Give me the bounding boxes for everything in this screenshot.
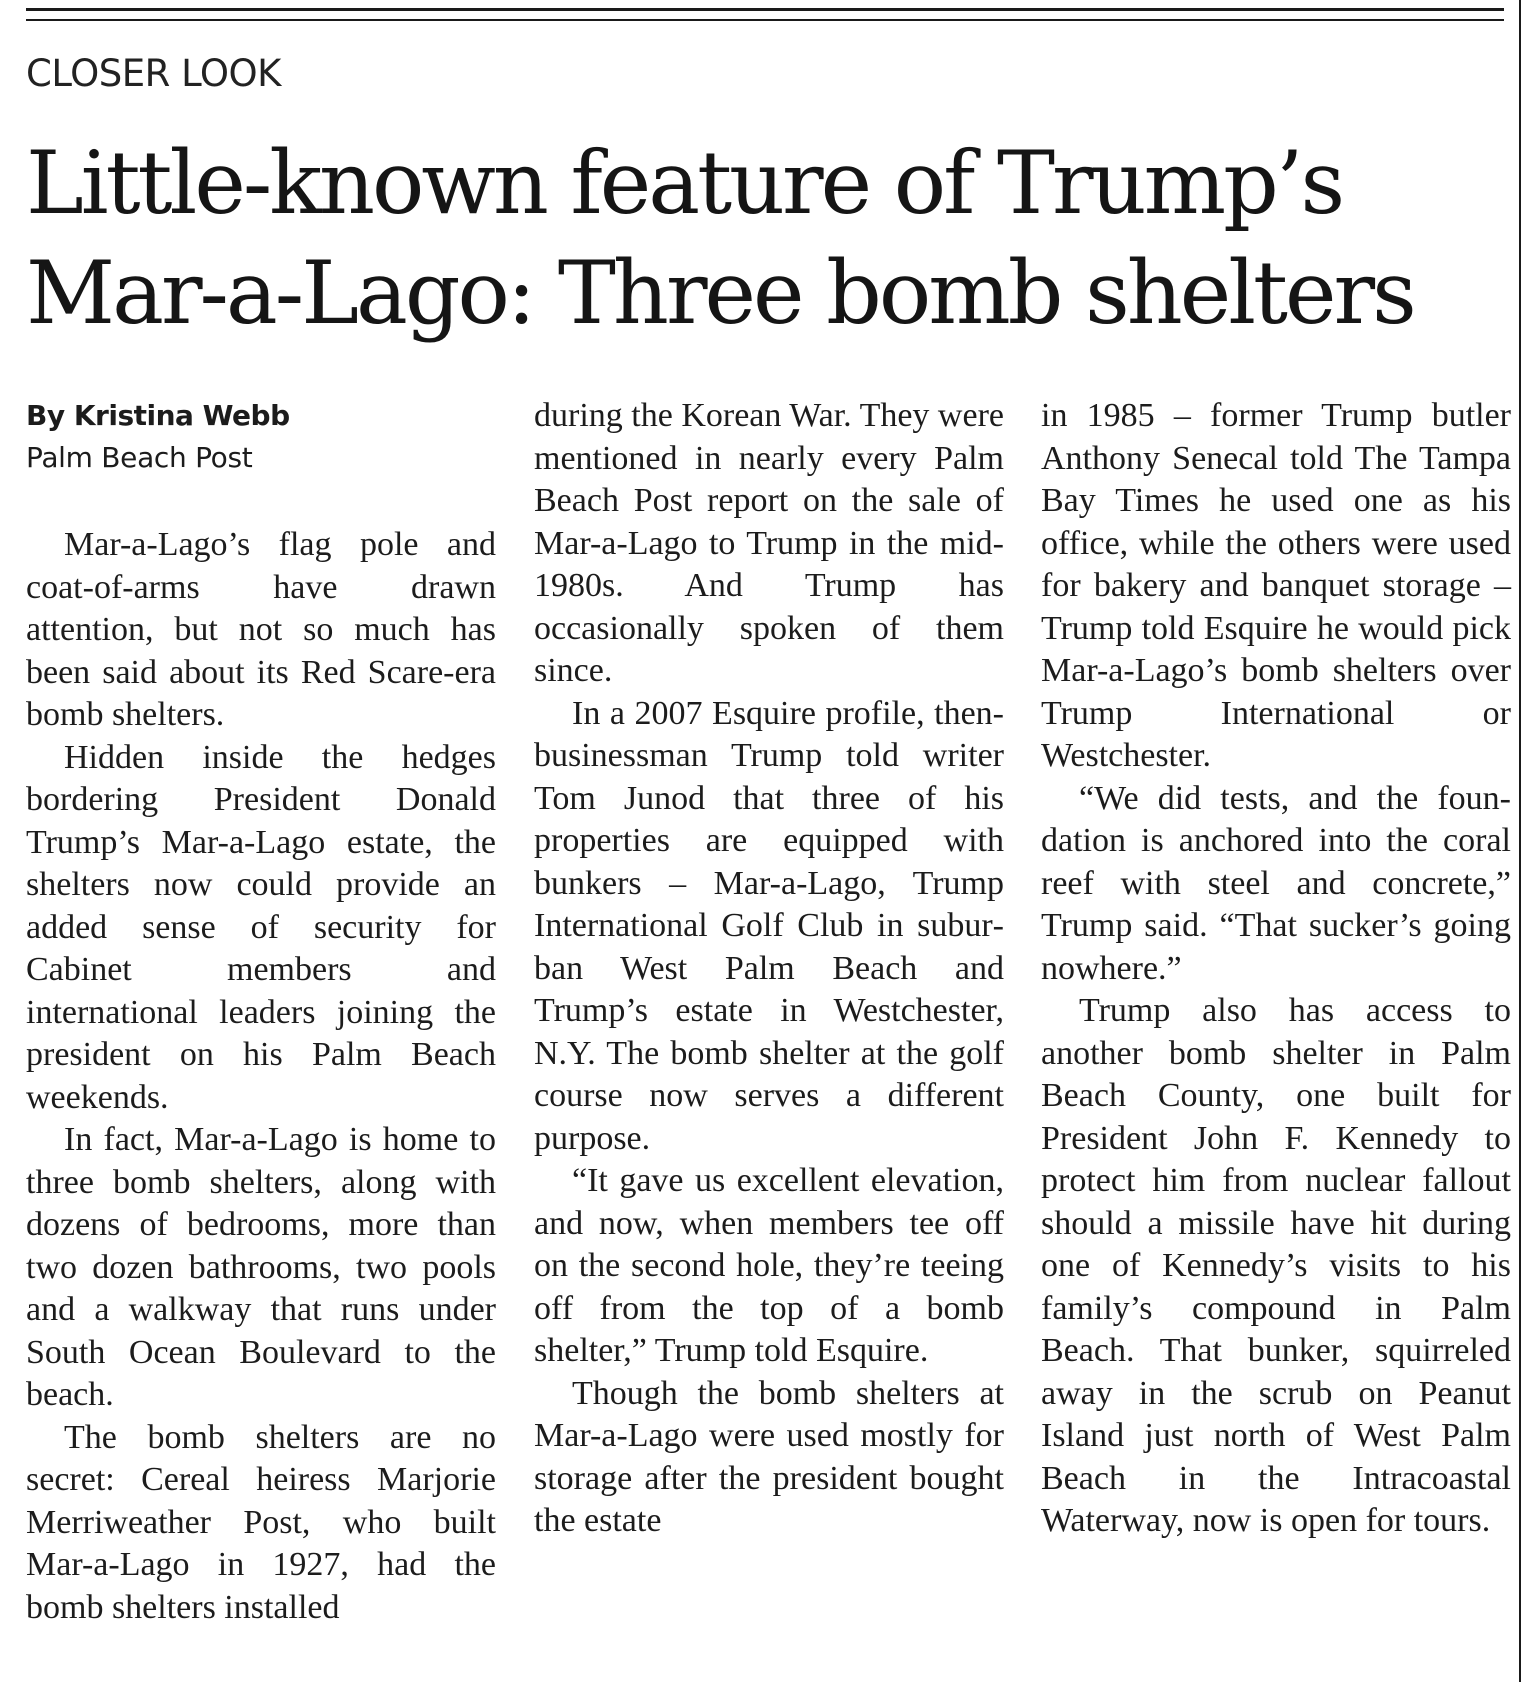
top-rule-thin	[26, 19, 1504, 21]
right-column-rule	[1519, 0, 1521, 1682]
body-paragraph: Mar-a-Lago’s flag pole and coat-of-arms have drawn attention, but not so much has been said about its Red Scare-era bomb shelters.	[26, 526, 496, 733]
body-paragraph: Though the bomb shelters at Mar-a-Lago were used mostly for storage after the president bought the estate	[534, 1374, 1004, 1539]
article-column-2	[534, 395, 1004, 1543]
body-paragraph: The bomb shelters are no secret: Cereal heiress Marjorie Merriweather Post, who built Mar-a-Lago in 1927, had the bomb shelters installed	[26, 1418, 496, 1626]
body-paragraph: “It gave us excellent elevation, and now, when members tee off on the second hole, they’re teeing off from the top of a bomb shelter,” Trump told Esquire.	[534, 1162, 1004, 1369]
byline: By Kristina Webb	[26, 399, 290, 432]
body-paragraph: Trump also has access to another bomb shelter in Palm Beach County, one built for President John F. Kennedy to protect him from nuclear fallout should a missile have hit during one of Kennedy’s visits to his family’s compound in Palm Beach. That bunker, squirreled away in the scrub on Peanut Island just north of West Palm Beach in the Intracoastal Waterway, now is open for tours.	[1041, 992, 1511, 1539]
article-column-1	[26, 395, 496, 1629]
section-kicker: CLOSER LOOK	[26, 52, 281, 95]
headline	[26, 128, 1506, 348]
top-rule-thick	[26, 8, 1504, 11]
article-column-3	[1041, 395, 1511, 1543]
body-paragraph: In fact, Mar-a-Lago is home to three bomb shelters, along with dozens of bedrooms, more than two dozen bathrooms, two pools and a walkway that runs under South Ocean Boulevard to the beach.	[26, 1121, 496, 1413]
headline-line-2: Mar-a-Lago: Three bomb shelters	[26, 242, 1414, 344]
publication-name: Palm Beach Post	[26, 441, 253, 474]
headline-line-1: Little-known feature of Trump’s	[26, 132, 1343, 234]
body-paragraph: in 1985 – former Trump butler Anthony Senecal told The Tampa Bay Times he used one as his office, while the others were used for bakery and banquet storage – Trump told Esquire he would pick Mar-a-Lago’s bomb shelters over Trump International or Westchester.	[1041, 397, 1511, 774]
body-paragraph: Hidden inside the hedges bordering President Donald Trump’s Mar-a-Lago estate, the shelters now could provide an added sense of security for Cabinet members and international leaders joining the president on his Palm Beach weekends.	[26, 738, 496, 1116]
body-paragraph: In a 2007 Esquire profile, then-businessman Trump told writer Tom Junod that three of his properties are equipped with bunkers – Mar-a-Lago, Trump International Golf Club in suburban West Palm Beach and Trump’s estate in Westchester, N.Y. The bomb shelter at the golf course now serves a different purpose.	[534, 694, 1004, 1157]
body-paragraph: during the Korean War. They were mentioned in nearly every Palm Beach Post report on the sale of Mar-a-Lago to Trump in the mid-1980s. And Trump has occasionally spoken of them since.	[534, 397, 1004, 689]
body-paragraph: “We did tests, and the foundation is anchored into the coral reef with steel and concrete,” Trump said. “That sucker’s going nowhere.”	[1041, 779, 1511, 987]
